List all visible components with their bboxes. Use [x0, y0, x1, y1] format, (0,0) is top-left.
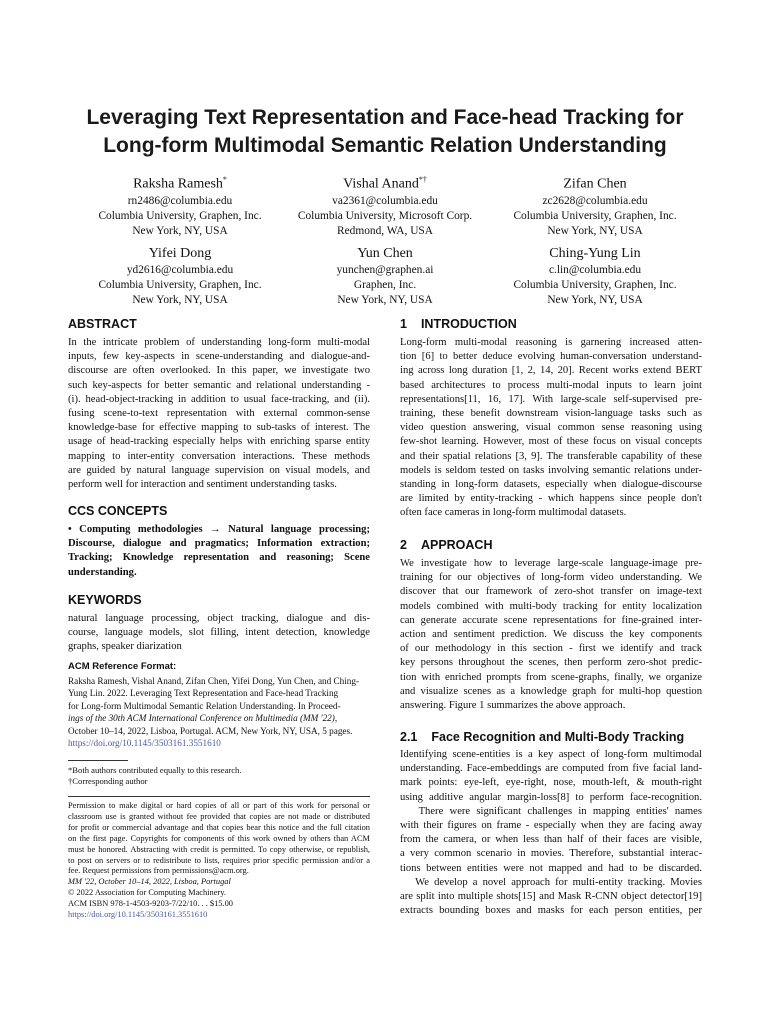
text-line: natural language processing, object tracking, dialogue and dis-	[68, 613, 370, 624]
author-name: Zifan Chen	[563, 176, 627, 192]
section-number: 2	[400, 538, 407, 552]
text-line: mark points: eye-left, eye-right, nose, mouth-left, & mouth-right	[400, 777, 702, 789]
author-affiliation: Graphen, Inc.	[353, 279, 417, 291]
author-location: Redmond, WA, USA	[337, 224, 433, 237]
text-line: inputs, few key-aspects in scene-understanding and dialogue-and-	[68, 351, 370, 363]
title-line-1: Leveraging Text Representation and Face-head Tracking for	[86, 106, 684, 129]
text-line: standing in long-form datasets, especially when dialogue-discourse	[400, 479, 702, 491]
text-line: few-shot learning. However, most of these focus on visual concepts	[400, 436, 702, 448]
author-mark: *†	[418, 175, 427, 184]
acm-ref-body	[68, 675, 370, 749]
footnote-rule	[68, 760, 128, 761]
author-block	[65, 171, 295, 239]
text-line: Tracking; Knowledge representation and reasoning; Scene	[68, 552, 370, 564]
title-line-2: Long-form Multimodal Semantic Relation Understanding	[103, 134, 667, 157]
author-name: Yun Chen	[357, 246, 413, 261]
subsection-body	[400, 748, 702, 918]
doi-link[interactable]: https://doi.org/10.1145/3503161.3551610	[68, 910, 208, 920]
ccs-body	[68, 523, 370, 580]
text-line: are guided by natural language supervision on visual models, and	[68, 464, 370, 476]
author-block	[270, 171, 500, 239]
text-line: discover that our framework of zero-shot transfer on image-text	[400, 586, 702, 598]
text-line: with their figures on frame - especially when they are facing away	[400, 820, 702, 832]
author-affiliation: Columbia University, Graphen, Inc.	[98, 279, 262, 291]
text-line: based architectures to process multi-modal inputs to learn joint	[400, 379, 702, 391]
text-line: graphs, speaker diarization	[68, 641, 182, 653]
permission-rule	[68, 796, 370, 797]
section-title: Face Recognition and Multi-Body Tracking	[431, 730, 685, 744]
section-title: APPROACH	[420, 538, 493, 552]
approach-heading	[400, 538, 493, 552]
abstract-body	[68, 336, 370, 492]
text-line: can generate accurate scene representations for fine-grained inter-	[400, 614, 702, 626]
intro-body	[400, 336, 702, 521]
text-line: models is seldom tested on tasks involving semantic relations under-	[400, 464, 702, 476]
text-line: video question answering, visual common sense reasoning using	[400, 422, 702, 434]
text-line: Long-form multi-modal reasoning is garnering increased atten-	[400, 337, 702, 348]
conference-line: MM '22, October 10–14, 2022, Lisboa, Portugal	[68, 877, 231, 887]
author-name: Yifei Dong	[148, 246, 212, 261]
author-email[interactable]: yd2616@columbia.edu	[126, 264, 234, 276]
text-line: ings of the 30th ACM International Conference on Multimedia (MM '22),	[68, 713, 338, 724]
keywords-body	[68, 612, 370, 655]
text-line: a very common scenario in movies. Therefore, substantial interac-	[400, 848, 702, 860]
text-line: There were significant challenges in mapping entities' names	[400, 805, 702, 817]
keywords-heading: KEYWORDS	[68, 593, 142, 607]
text-line: of our methodology in this section - first we identify and track	[400, 643, 702, 655]
text-line: extracts bounding boxes and masks for each person entities, per	[400, 905, 702, 917]
author-location: New York, NY, USA	[132, 224, 228, 237]
text-line: We develop a novel approach for multi-entity tracking. Movies	[400, 876, 702, 888]
section-number: 2.1	[400, 730, 418, 744]
text-line: fusing scene-to-text representation with external common-sense	[68, 408, 370, 420]
author-name: Vishal Anand	[343, 176, 419, 192]
text-line: ing across long duration [1, 2, 14, 20]. Recent works extend BERT	[400, 365, 702, 377]
author-location: New York, NY, USA	[547, 224, 643, 237]
author-affiliation: Columbia University, Microsoft Corp.	[297, 209, 473, 222]
author-email[interactable]: rn2486@columbia.edu	[127, 194, 233, 207]
text-line: usage of head-tracking especially helps with enriching sparse entity	[68, 436, 370, 448]
author-name: Raksha Ramesh	[133, 176, 223, 192]
author-email[interactable]: yunchen@graphen.ai	[336, 264, 434, 276]
text-line: We investigate how to leverage large-scale language-image pre-	[400, 558, 702, 569]
text-line: (i). head-object-tracking in addition to usual face-tracking, and (ii).	[68, 393, 370, 405]
text-line: for Long-form Multimodal Semantic Relation Understanding. In Proceed-	[68, 700, 341, 711]
text-line: • Computing methodologies → Natural language processing;	[68, 524, 370, 535]
permission-block	[68, 801, 370, 921]
author-email[interactable]: va2361@columbia.edu	[332, 194, 438, 207]
text-line: such key-aspects for better semantic and relational understanding -	[68, 379, 370, 391]
isbn-line: ACM ISBN 978-1-4503-9203-7/22/10. . . $15.00	[68, 899, 233, 909]
author-block	[65, 245, 295, 308]
text-line: classroom use is granted without fee provided that copies are not made or distributed	[68, 811, 370, 821]
author-block	[480, 171, 710, 239]
text-line: are split into multiple shots[15] and Mask R-CNN object detector[19]	[400, 891, 702, 903]
doi-link[interactable]: https://doi.org/10.1145/3503161.3551610	[68, 738, 221, 749]
author-affiliation: Columbia University, Graphen, Inc.	[513, 209, 677, 222]
text-line: discourse are often overlooked. In this paper, we investigate two	[68, 365, 370, 377]
text-line: knowledge-base for effective mapping to sub-tasks of interest. The	[68, 422, 370, 434]
text-line: understanding.	[68, 566, 137, 578]
text-line: tions between entities were not mapped and had to be discarded.	[400, 862, 702, 874]
approach-body	[400, 557, 702, 713]
text-line: October 10–14, 2022, Lisboa, Portugal. ACM, New York, NY, USA, 5 pages.	[68, 725, 353, 736]
paper-title	[40, 104, 730, 160]
text-line: from the camera, or when less than half of their faces are visible,	[400, 834, 702, 846]
text-line: and their spatial relations [3, 9]. The transferable capability of these	[400, 450, 702, 462]
author-location: New York, NY, USA	[132, 294, 228, 306]
text-line: often face cameras in long-form multimodal datasets.	[400, 507, 627, 519]
author-block	[270, 245, 500, 308]
author-email[interactable]: zc2628@columbia.edu	[542, 194, 648, 207]
footnote-equal-contribution: *Both authors contributed equally to this research.	[68, 765, 242, 775]
text-line: answering. Figure 1 summarizes the above approach.	[400, 700, 626, 712]
text-line: models combined with multi-body tracking for entity localization	[400, 600, 702, 612]
acm-ref-heading: ACM Reference Format:	[68, 661, 177, 672]
author-affiliation: Columbia University, Graphen, Inc.	[513, 279, 677, 291]
section-title: INTRODUCTION	[420, 317, 517, 331]
text-line: mapping to inter-entity conversation interactions. These methods	[68, 450, 370, 462]
author-mark: *	[222, 175, 227, 184]
text-line: to post on servers or to redistribute to lists, requires prior specific permission and/or a	[68, 855, 370, 865]
text-line: key persons throughout the scenes, then perform zero-shot predic-	[400, 657, 702, 669]
text-line: training for our objectives of long-form video understanding. We	[400, 572, 702, 584]
ccs-heading: CCS CONCEPTS	[68, 504, 168, 518]
section-number: 1	[400, 317, 407, 331]
author-name: Ching-Yung Lin	[549, 246, 641, 261]
text-line: on the first page. Copyrights for components of this work owned by others than ACM	[68, 833, 370, 843]
text-line: are limited by entity-tracking - which happens since people don't	[400, 493, 702, 505]
text-line: must be honored. Abstracting with credit is permitted. To copy otherwise, or republish,	[68, 844, 370, 854]
text-line: fee. Request permissions from permissions@acm.org.	[68, 866, 249, 876]
intro-heading	[400, 317, 517, 331]
text-line: using additive angular margin-loss[8] to perform face-recognition.	[400, 791, 702, 803]
text-line: tion [6] to better deduce evolving human-conversation understand-	[400, 351, 702, 363]
text-line: Identifying scene-entities is a key aspect of long-form multimodal	[400, 749, 702, 760]
text-line: tion with enriched prompts from scene-graphs, finally, we organize	[400, 671, 702, 683]
author-block	[480, 245, 710, 308]
text-line: perform well for interaction and sentiment understanding tasks.	[68, 479, 337, 491]
text-line: training, these benefit downstream vision-language tasks such as	[400, 408, 702, 420]
author-location: New York, NY, USA	[547, 294, 643, 306]
text-line: Discourse, dialogue and pragmatics; Information extraction;	[68, 538, 370, 550]
subsection-heading	[400, 730, 684, 744]
author-affiliation: Columbia University, Graphen, Inc.	[98, 209, 262, 222]
abstract-heading: ABSTRACT	[68, 317, 137, 331]
text-line: and visualize scenes as a knowledge graph for multi-hop question	[400, 685, 702, 697]
footnote-corresponding: †Corresponding author	[68, 776, 148, 786]
text-line: representations[11, 16, 17]. With large-scale self-supervised pre-	[400, 393, 702, 405]
text-line: Yung Lin. 2022. Leveraging Text Representation and Face-head Tracking	[68, 688, 339, 699]
text-line: for profit or commercial advantage and that copies bear this notice and the full citation	[68, 822, 370, 832]
text-line: understanding. Face-embeddings are computed from five facial land-	[400, 763, 702, 775]
text-line: Raksha Ramesh, Vishal Anand, Zifan Chen, Yifei Dong, Yun Chen, and Ching-	[68, 676, 360, 686]
copyright-line: © 2022 Association for Computing Machinery.	[68, 888, 226, 898]
author-email[interactable]: c.lin@columbia.edu	[548, 264, 642, 276]
author-location: New York, NY, USA	[337, 294, 433, 306]
text-line: action and sentiment prediction. We discuss the key components	[400, 629, 702, 641]
text-line: In the intricate problem of understanding long-form multi-modal	[68, 337, 370, 348]
text-line: course, language models, slot filling, intent detection, knowledge	[68, 627, 370, 639]
text-line: Permission to make digital or hard copies of all or part of this work for personal or	[68, 801, 370, 810]
